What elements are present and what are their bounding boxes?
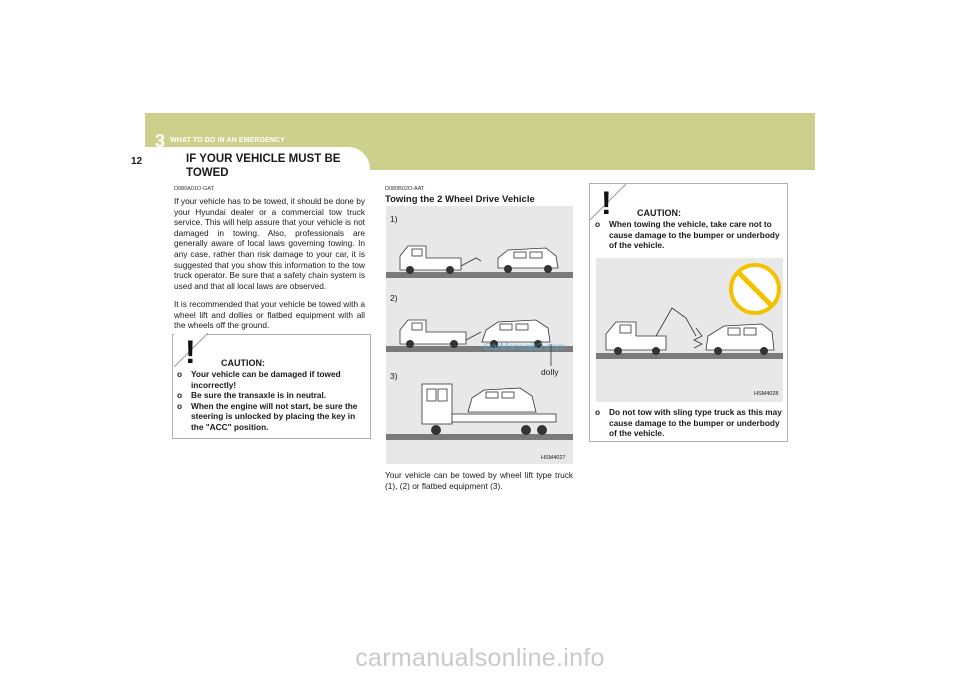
caution-list-right-2 (595, 407, 783, 439)
caution-title-right: CAUTION: (637, 208, 681, 218)
caution-item: o When towing the vehicle, take care not to cause damage to the bumper or underbody of the vehicle. (595, 219, 780, 251)
towing-heading: Towing the 2 Wheel Drive Vehicle (385, 194, 535, 205)
section-title: IF YOUR VEHICLE MUST BE TOWED (186, 153, 341, 179)
caution-list-right (595, 219, 783, 251)
figure-label-1: 1) (390, 214, 398, 224)
figure-id: HSM4027 (541, 455, 566, 461)
caution-item: o Be sure the transaxle is in neutral. (177, 390, 327, 401)
prohibited-icon (731, 265, 779, 313)
footer-watermark: carmanualsonline.info (355, 644, 605, 672)
section-code-2wd: D080B02O-AAT (385, 186, 425, 192)
caution-item: o Do not tow with sling type truck as this may cause damage to the bumper or underbody of the vehicle. (595, 407, 782, 439)
towing-illustration (386, 206, 573, 464)
figure-label-3: 3) (390, 371, 398, 381)
watermark: CarManuals2.com (484, 342, 566, 353)
chapter-number: 3 (155, 131, 166, 151)
section-code: D080A01O-GAT (174, 186, 214, 192)
sling-truck-illustration (596, 258, 783, 402)
intro-paragraph: If your vehicle has to be towed, it should be done by your Hyundai dealer or a commercial tow truck service. This will help assure that your vehicle is not damaged in towing. Also, professionals are generally aware of local laws governing towing. In any case, rather than risk damage to your car, it is suggested that you show this information to the tow truck operator. Be sure that a safety chain system is used and that all local laws are observed. (174, 196, 365, 291)
caution-item: o Your vehicle can be damaged if towed incorrectly! (177, 369, 341, 390)
caution-title: CAUTION: (221, 358, 265, 368)
recommendation-paragraph: It is recommended that your vehicle be towed with a wheel lift and dollies or flatbed equipment with all the wheels off the ground. (174, 299, 365, 331)
dolly-label: dolly (541, 367, 559, 377)
chapter-title: WHAT TO DO IN AN EMERGENCY (170, 137, 285, 144)
exclamation-icon: ! (601, 185, 612, 221)
figure-id-right: HSM4028 (754, 391, 779, 397)
figure-caption: Your vehicle can be towed by wheel lift type truck (1), (2) or flatbed equipment (3). (385, 470, 573, 491)
exclamation-icon: ! (185, 334, 196, 370)
caution-item: o When the engine will not start, be sure the steering is unlocked by placing the key in the "ACC" position. (177, 400, 358, 432)
caution-list (177, 369, 364, 433)
page-number: 12 (131, 156, 143, 167)
figure-label-2: 2) (390, 293, 398, 303)
